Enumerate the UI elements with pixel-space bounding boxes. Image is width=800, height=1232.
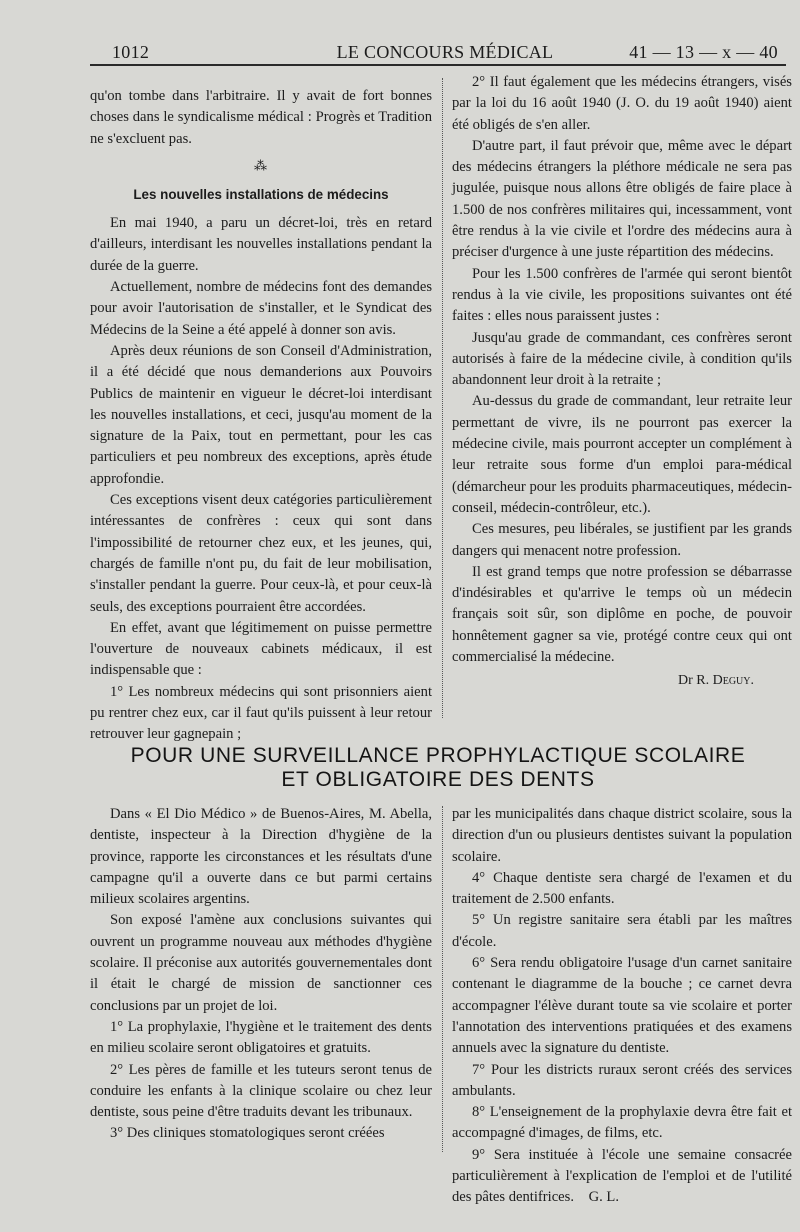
paragraph: qu'on tombe dans l'arbitraire. Il y avait de fort bonnes choses dans le syndicalisme médical : Progrès et Tradition ne s'excluent pas. [90, 88, 432, 147]
article1-column-right [452, 72, 792, 692]
issue-date: 41 — 13 — x — 40 [629, 42, 778, 62]
article2-column-right [452, 804, 792, 1209]
article2-title-line1: POUR UNE SURVEILLANCE PROPHYLACTIQUE SCOLAIRE [130, 744, 746, 767]
page-number: 1012 [112, 42, 150, 62]
signature-name: Deguy. [712, 673, 754, 689]
paragraph: Il est grand temps que notre profession se débarrasse d'indésirables et qu'arrive le temps où un médecin français soit sûr, son diplôme en poche, de pouvoir honnêtement gagner sa vie, protégé contre ceux qui ont commercialisé la médecine. [452, 563, 792, 666]
paragraph-text: 9° Sera instituée à l'école une semaine consacrée particulièrement à l'explication de l'emploi et de l'utilité des pâtes dentifrices. [452, 1146, 792, 1206]
column-divider [442, 78, 443, 718]
section-subheading: Les nouvelles installations de médecins [133, 186, 389, 202]
paragraph: Ces mesures, peu libérales, se justifient par les grands dangers qui menacent notre profession. [452, 521, 792, 559]
paragraph: Après deux réunions de son Conseil d'Administration, il a été décidé que nous demanderions aux Pouvoirs Publics de maintenir en vigueur le décret-loi interdisant les nouvelles installations, et ceci, jusqu'au moment de la signature de la Paix, tout en permettant, pour les cas particuliers et peu nombreux des exceptions, après étude approfondie. [90, 342, 432, 487]
paragraph: 2° Il faut également que les médecins étrangers, visés par la loi du 16 août 1940 (J. O. du 19 août 1940) aient été obligés de s'en aller. [452, 74, 792, 133]
paragraph: 5° Un registre sanitaire sera établi par les maîtres d'école. [452, 912, 792, 950]
article2-title [90, 744, 786, 792]
paragraph: Ces exceptions visent deux catégories particulièrement intéressantes de confrères : ceux qui sont dans l'impossibilité de retourner chez eux, et les jeunes, qui, chargés de famille n'ont pu, du fait de leur mobilisation, s'installer pendant la guerre. Pour ceux-là, et pour ceux-là seuls, des exceptions pourraient être accordées. [90, 492, 432, 615]
paragraph: 8° L'enseignement de la prophylaxie devra être fait et accompagné d'images, de films, etc. [452, 1104, 792, 1142]
paragraph: Pour les 1.500 confrères de l'armée qui seront bientôt rendus à la vie civile, les propositions suivantes ont été faites : elles nous paraissent justes : [452, 265, 792, 325]
paragraph: Son exposé l'amène aux conclusions suivantes qui ouvrent un programme nouveau aux méthodes d'hygiène scolaire. Il préconise aux autorités gouvernementales dont il était le chargé de mission de sanctionner ces conclusions par un projet de loi. [90, 912, 432, 1014]
paragraph: Au-dessus du grade de commandant, leur retraite leur permettant de vivre, ils ne pourront pas exercer la médecine civile, mais pourront accepter un complément à leur retraite sous forme d'un emploi para-médical (démarcheur pour les produits pharmaceutiques, médecin-conseil, médecin-contrôleur, etc.). [452, 393, 792, 516]
paragraph: 2° Les pères de famille et les tuteurs seront tenus de conduire les enfants à la clinique scolaire ou chez leur dentiste, sous peine d'être traduits devant les tribunaux. [90, 1061, 432, 1121]
paragraph: En effet, avant que légitimement on puisse permettre l'ouverture de nouveaux cabinets médicaux, il est indispensable que : [90, 619, 432, 679]
page-header [112, 40, 778, 66]
journal-title: LE CONCOURS MÉDICAL [336, 42, 554, 62]
paragraph: 4° Chaque dentiste sera chargé de l'examen et du traitement de 2.500 enfants. [452, 869, 792, 908]
article-signature: G. L. [588, 1189, 619, 1206]
paragraph: Dans « El Dio Médico » de Buenos-Aires, M. Abella, dentiste, inspecteur à la Direction d'hygiène de la province, rapporte les circonstances et les résultats d'une campagne qu'il a ouverte dans ce but parmi certains milieux scolaires argentins. [90, 806, 432, 908]
paragraph: par les municipalités dans chaque district scolaire, sous la direction d'un ou plusieurs dentistes suivant la population scolaire. [452, 806, 792, 865]
header-rule [90, 64, 786, 66]
paragraph: 7° Pour les districts ruraux seront créés des services ambulants. [452, 1061, 792, 1099]
paragraph: En mai 1940, a paru un décret-loi, très en retard d'ailleurs, interdisant les nouvelles installations pendant la durée de la guerre. [90, 215, 432, 274]
paragraph: 1° La prophylaxie, l'hygiène et le traitement des dents en milieu scolaire seront obligatoires et gratuits. [90, 1018, 432, 1057]
paragraph: 3° Des cliniques stomatologiques seront créées [110, 1125, 385, 1142]
paragraph: D'autre part, il faut prévoir que, même avec le départ des médecins étrangers la pléthore médicale ne sera pas jugulée, puisque nous allons être obligés de faire place à 1.500 de nos confrères militaires qui, incessamment, vont être rendus à la vie civile et l'ordre des médecins aura à préciser d'urgence à une juste répartition des médecins. [452, 137, 792, 261]
paragraph: 6° Sera rendu obligatoire l'usage d'un carnet sanitaire contenant le diagramme de la bouche ; ce carnet devra accompagner l'élève durant toute sa vie scolaire et porter l'annotation des interventions pratiquées et des examens annuels avec la signature du dentiste. [452, 955, 792, 1057]
article2-column-left [90, 804, 432, 1145]
section-separator: ⁂ [254, 157, 268, 173]
article-signature [452, 670, 792, 691]
paragraph: Actuellement, nombre de médecins font des demandes pour avoir l'autorisation de s'installer, et le Syndicat des Médecins de la Seine a été appelé à donner son avis. [90, 279, 432, 338]
column-divider [442, 806, 443, 1152]
signature-prefix: Dr R. [677, 673, 710, 689]
article1-column-left [90, 86, 432, 746]
article2-title-line2: ET OBLIGATOIRE DES DENTS [281, 768, 595, 791]
paragraph: Jusqu'au grade de commandant, ces confrères seront autorisés à faire de la médecine civile, à condition qu'ils abandonnent leur droit à la retraite ; [452, 329, 792, 389]
paragraph: 1° Les nombreux médecins qui sont prisonniers aient pu rentrer chez eux, car il faut qu'ils puissent à leur retour retrouver leur gagnepain ; [90, 683, 432, 743]
paragraph [452, 1145, 792, 1209]
